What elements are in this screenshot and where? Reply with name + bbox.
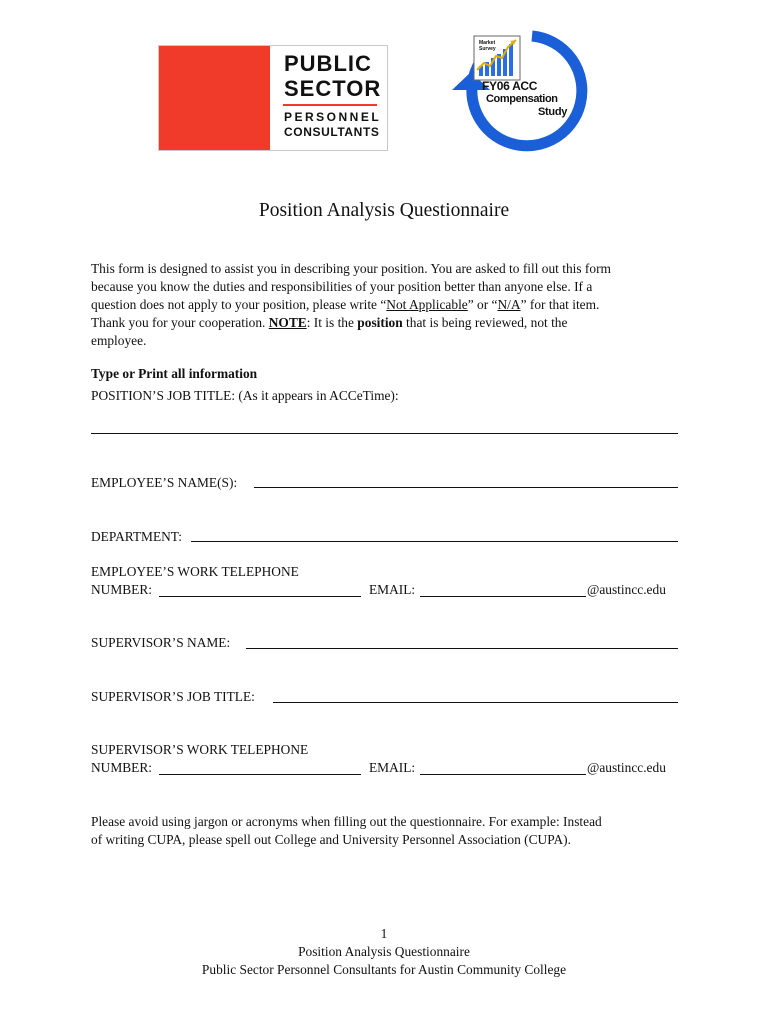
employee-phone-field[interactable]: [159, 596, 361, 597]
position-emphasis: position: [357, 315, 403, 330]
intro-line-3: question does not apply to your position, please write “Not Applicable” or “N/A” for that item.: [91, 297, 600, 312]
employee-email-field[interactable]: [420, 596, 586, 597]
compensation-study-logo: [450, 30, 598, 164]
psc-logo-sector: SECTOR: [284, 76, 382, 101]
chart-badge-icon: [474, 36, 520, 80]
psc-logo-personnel: PERSONNEL: [284, 110, 382, 124]
employee-email-domain: @austincc.edu: [587, 582, 666, 597]
jargon-note-line-1: Please avoid using jargon or acronyms when filling out the questionnaire. For example: Instead: [91, 814, 602, 829]
note-label: NOTE: [268, 315, 307, 330]
job-title-field[interactable]: [91, 433, 678, 434]
jargon-note-line-2: of writing CUPA, please spell out College and University Personnel Association (CUPA).: [91, 832, 571, 847]
footer-line-2: Public Sector Personnel Consultants for Austin Community College: [201, 962, 567, 977]
supervisor-email-domain: @austincc.edu: [587, 760, 666, 775]
not-applicable-text: Not Applicable: [386, 297, 468, 312]
supervisor-name-label: SUPERVISOR’S NAME:: [91, 635, 231, 650]
department-field[interactable]: [191, 541, 678, 542]
study-logo-line3: Study: [538, 106, 568, 118]
supervisor-phone-label-1: SUPERVISOR’S WORK TELEPHONE: [91, 742, 309, 757]
employee-name-field[interactable]: [254, 487, 678, 488]
department-label: DEPARTMENT:: [91, 529, 183, 544]
page-number: 1: [380, 926, 388, 941]
intro-line-1: This form is designed to assist you in describing your position. You are asked to fill out this form: [91, 261, 611, 276]
psc-logo-public: PUBLIC: [284, 51, 372, 76]
footer-line-1: Position Analysis Questionnaire: [298, 944, 470, 959]
job-title-label: POSITION’S JOB TITLE: (As it appears in ACCeTime):: [91, 388, 399, 403]
badge-text-survey: Survey: [479, 46, 496, 52]
supervisor-phone-field[interactable]: [159, 774, 361, 775]
employee-email-label: EMAIL:: [369, 582, 416, 597]
instruction-heading: Type or Print all information: [91, 366, 258, 381]
employee-phone-label-2: NUMBER:: [91, 582, 153, 597]
intro-line-5: employee.: [91, 333, 147, 348]
supervisor-title-field[interactable]: [273, 702, 678, 703]
na-text: N/A: [497, 297, 521, 312]
psc-logo: [158, 45, 388, 151]
badge-text-market: Market: [479, 40, 496, 46]
psc-logo-consultants: CONSULTANTS: [284, 125, 380, 139]
employee-name-label: EMPLOYEE’S NAME(S):: [91, 475, 238, 490]
intro-line-4: Thank you for your cooperation. NOTE: It is the position that is being reviewed, not the: [91, 315, 568, 330]
study-logo-line2: Compensation: [486, 93, 558, 105]
supervisor-phone-label-2: NUMBER:: [91, 760, 153, 775]
intro-line-2: because you know the duties and responsibilities of your position better than anyone else. If a: [91, 279, 593, 294]
supervisor-email-label: EMAIL:: [369, 760, 416, 775]
page-title: Position Analysis Questionnaire: [258, 200, 510, 221]
employee-phone-label-1: EMPLOYEE’S WORK TELEPHONE: [91, 564, 299, 579]
supervisor-email-field[interactable]: [420, 774, 586, 775]
supervisor-title-label: SUPERVISOR’S JOB TITLE:: [91, 689, 255, 704]
psc-logo-rule: [283, 104, 377, 106]
study-logo-line1: FY06 ACC: [482, 79, 538, 93]
psc-logo-red-block: [159, 46, 270, 150]
supervisor-name-field[interactable]: [246, 648, 678, 649]
